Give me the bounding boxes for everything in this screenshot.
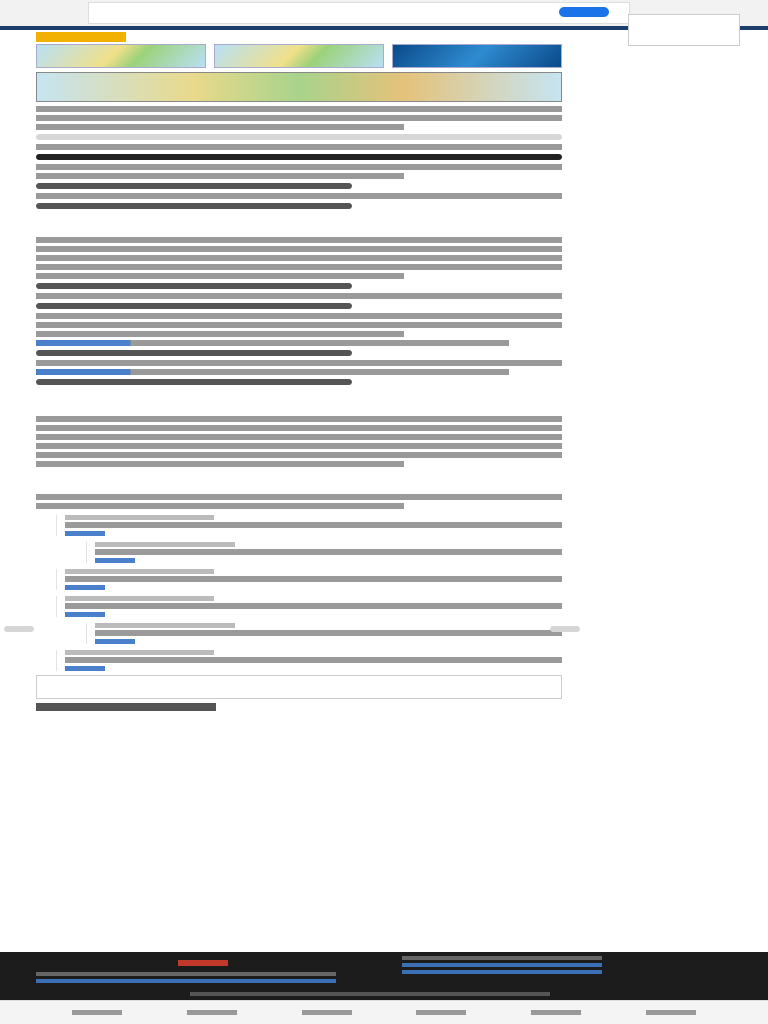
- paragraph-line: [36, 416, 562, 422]
- paragraph-line: [36, 144, 562, 150]
- rating-stars[interactable]: [36, 32, 562, 42]
- footer-link[interactable]: [402, 963, 602, 967]
- comment: [56, 515, 562, 536]
- footer-link[interactable]: [36, 979, 336, 983]
- comment-author: [65, 515, 214, 520]
- paragraph-line: [36, 425, 562, 431]
- reply-link[interactable]: [65, 531, 105, 536]
- paragraph-line: [36, 106, 562, 112]
- comment-text: [95, 549, 562, 555]
- paragraph-line: [36, 443, 562, 449]
- download-button[interactable]: [36, 303, 352, 309]
- featured-map-image[interactable]: [36, 72, 562, 102]
- inline-link[interactable]: [36, 340, 509, 346]
- paragraph-line: [36, 452, 562, 458]
- paragraph-line: [36, 173, 404, 179]
- paragraph-line: [36, 124, 404, 130]
- copyright: [190, 992, 550, 996]
- inline-link[interactable]: [36, 369, 509, 375]
- download-button[interactable]: [36, 154, 562, 160]
- tab[interactable]: [646, 1010, 696, 1015]
- paragraph-line: [36, 264, 562, 270]
- paragraph-line: [36, 503, 404, 509]
- paragraph-line: [36, 193, 562, 199]
- comment: [56, 569, 562, 590]
- paragraph-line: [36, 115, 562, 121]
- paragraph-line: [36, 273, 404, 279]
- paragraph-line: [36, 360, 562, 366]
- tab[interactable]: [302, 1010, 352, 1015]
- tab[interactable]: [72, 1010, 122, 1015]
- paragraph-line: [36, 322, 562, 328]
- comment-author: [65, 596, 214, 601]
- prev-article-button[interactable]: [4, 626, 34, 632]
- footer-text: [36, 972, 336, 976]
- paragraph-line: [36, 255, 562, 261]
- comment-text: [65, 603, 562, 609]
- reply-link[interactable]: [65, 585, 105, 590]
- footer-continents: [36, 972, 336, 986]
- tab[interactable]: [416, 1010, 466, 1015]
- paragraph-line: [36, 237, 562, 243]
- reply-link[interactable]: [95, 639, 135, 644]
- download-button[interactable]: [36, 350, 352, 356]
- spacer: [36, 389, 562, 413]
- reply-link[interactable]: [65, 666, 105, 671]
- map-thumbnails: [36, 44, 562, 68]
- ad-banner[interactable]: [88, 2, 630, 24]
- spacer: [36, 470, 562, 494]
- paragraph-line: [36, 331, 404, 337]
- bottom-tab-bar: [0, 1000, 768, 1024]
- download-button[interactable]: [36, 203, 352, 209]
- footer-countries: [402, 956, 602, 977]
- download-button[interactable]: [36, 283, 352, 289]
- comment: [56, 596, 562, 617]
- paragraph-line: [36, 461, 404, 467]
- paragraph-line: [36, 434, 562, 440]
- footer-badge[interactable]: [178, 960, 228, 966]
- floating-nav-box[interactable]: [628, 14, 740, 46]
- comment-text: [65, 657, 562, 663]
- download-button[interactable]: [36, 183, 352, 189]
- comment-author: [95, 623, 235, 628]
- comment: [56, 650, 562, 671]
- comment: [86, 623, 562, 644]
- paragraph-line: [36, 313, 562, 319]
- comment-author: [65, 569, 214, 574]
- submit-comment-button[interactable]: [36, 703, 216, 711]
- paragraph-line: [36, 293, 562, 299]
- paragraph-line: [36, 164, 562, 170]
- map-thumbnail[interactable]: [36, 44, 206, 68]
- comment-author: [95, 542, 235, 547]
- download-button[interactable]: [36, 134, 562, 140]
- footer-link[interactable]: [402, 970, 602, 974]
- comment-text: [95, 630, 562, 636]
- paragraph-line: [36, 246, 562, 252]
- comment-text: [65, 576, 562, 582]
- ad-cta-button[interactable]: [559, 7, 609, 17]
- spacer: [36, 213, 562, 237]
- paragraph-line: [36, 494, 562, 500]
- footer: [0, 952, 768, 1000]
- comment-text: [65, 522, 562, 528]
- tab[interactable]: [187, 1010, 237, 1015]
- comment-author: [65, 650, 214, 655]
- tab[interactable]: [531, 1010, 581, 1015]
- comment: [86, 542, 562, 563]
- map-thumbnail[interactable]: [392, 44, 562, 68]
- reply-link[interactable]: [95, 558, 135, 563]
- article: [36, 32, 562, 717]
- download-button[interactable]: [36, 379, 352, 385]
- reply-link[interactable]: [65, 612, 105, 617]
- footer-text: [402, 956, 602, 960]
- map-thumbnail[interactable]: [214, 44, 384, 68]
- next-article-button[interactable]: [550, 626, 580, 632]
- comment-textarea[interactable]: [36, 675, 562, 699]
